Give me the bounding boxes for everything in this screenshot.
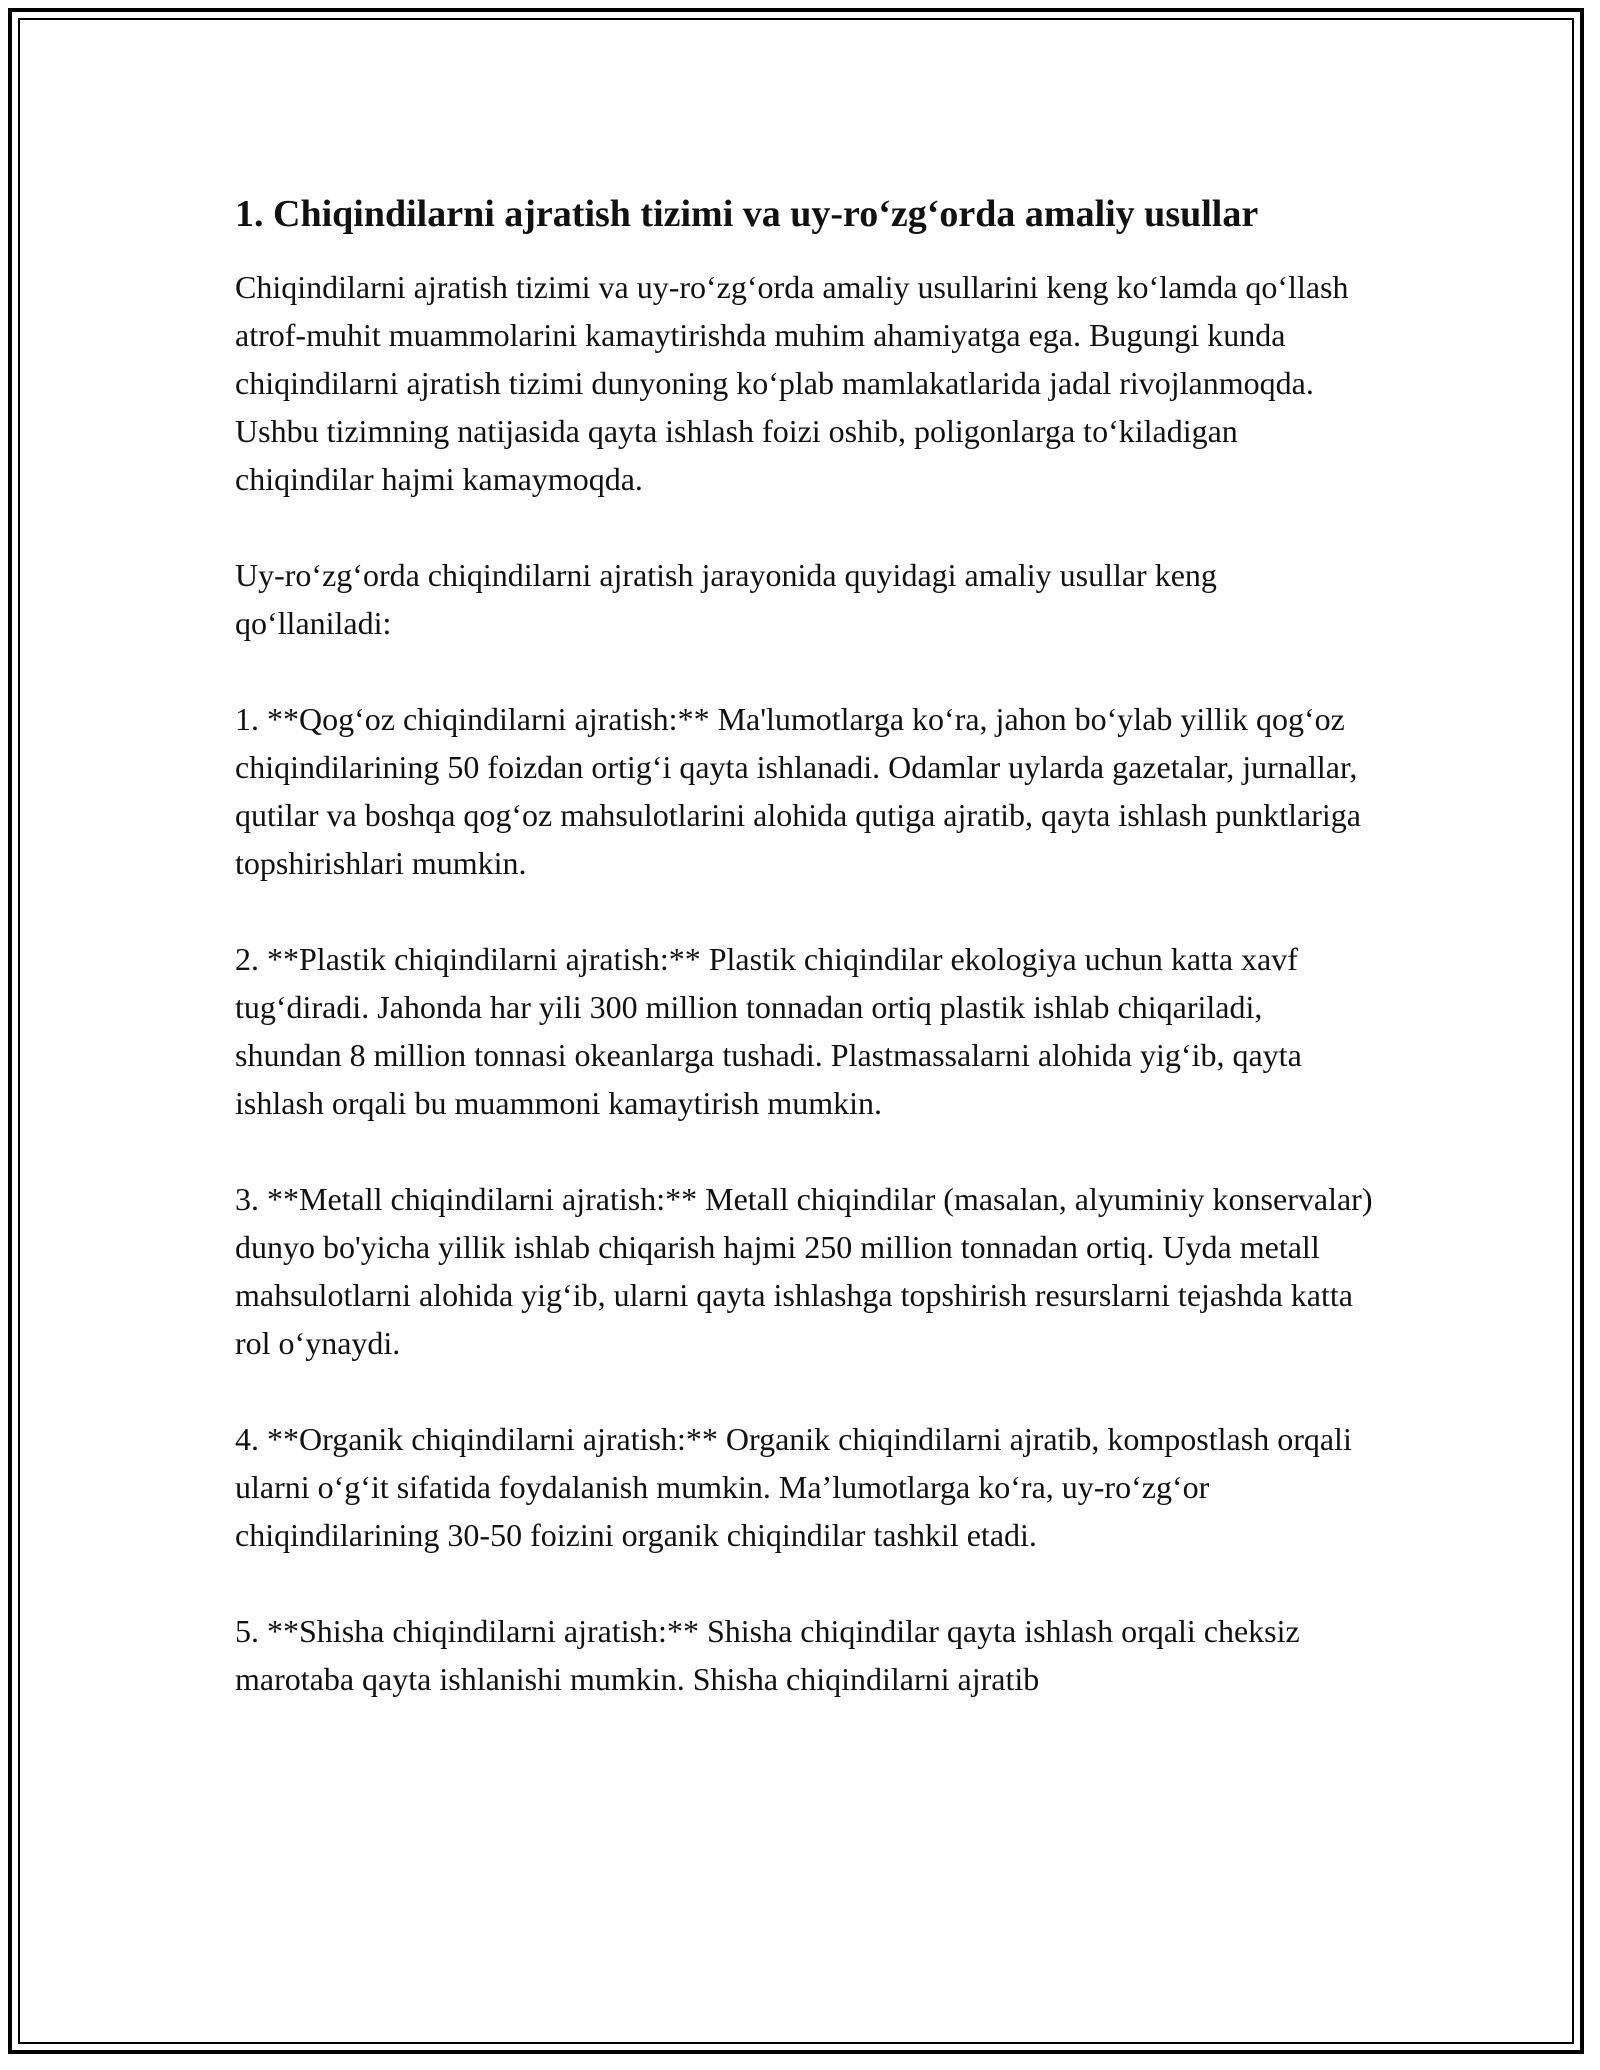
- list-item-glass: 5. **Shisha chiqindilarni ajratish:** Shisha chiqindilar qayta ishlash orqali cheksiz marotaba qayta ishlanishi mumkin. Shisha chiqindilarni ajratib: [235, 1613, 1300, 1697]
- list-item-plastic: 2. **Plastik chiqindilarni ajratish:** Plastik chiqindilar ekologiya uchun katta xavf tug‘diradi. Jahonda har yili 300 million tonnadan ortiq plastik ishlab chiqariladi, shundan 8 million tonnasi okeanlarga tushadi. Plastmassalarni alohida yig‘ib, qayta ishlash orqali bu muammoni kamaytirish mumkin.: [235, 941, 1302, 1121]
- intro-paragraph: Chiqindilarni ajratish tizimi va uy-ro‘zg‘orda amaliy usullarini keng ko‘lamda qo‘llash atrof-muhit muammolarini kamaytirishda muhim ahamiyatga ega. Bugungi kunda chiqindilarni ajratish tizimi dunyoning ko‘plab mamlakatlarida jadal rivojlanmoqda. Ushbu tizimning natijasida qayta ishlash foizi oshib, poligonlarga to‘kiladigan chiqindilar hajmi kamaymoqda.: [235, 269, 1349, 497]
- lead-in-paragraph: Uy-ro‘zg‘orda chiqindilarni ajratish jarayonida quyidagi amaliy usullar keng qo‘llaniladi:: [235, 557, 1217, 641]
- section-heading: 1. Chiqindilarni ajratish tizimi va uy-ro‘zg‘orda amaliy usullar: [235, 193, 1259, 235]
- document-body: [235, 185, 1375, 1751]
- list-item-paper: 1. **Qog‘oz chiqindilarni ajratish:** Ma'lumotlarga ko‘ra, jahon bo‘ylab yillik qog‘oz chiqindilarining 50 foizdan ortig‘i qayta ishlanadi. Odamlar uylarda gazetalar, jurnallar, qutilar va boshqa qog‘oz mahsulotlarini alohida qutiga ajratib, qayta ishlash punktlariga topshirishlari mumkin.: [235, 701, 1361, 881]
- list-item-metal: 3. **Metall chiqindilarni ajratish:** Metall chiqindilar (masalan, alyuminiy konservalar) dunyo bo'yicha yillik ishlab chiqarish hajmi 250 million tonnadan ortiq. Uyda metall mahsulotlarni alohida yig‘ib, ularni qayta ishlashga topshirish resurslarni tejashda katta rol o‘ynaydi.: [235, 1181, 1373, 1361]
- list-item-organic: 4. **Organik chiqindilarni ajratish:** Organik chiqindilarni ajratib, kompostlash orqali ularni o‘g‘it sifatida foydalanish mumkin. Ma’lumotlarga ko‘ra, uy-ro‘zg‘or chiqindilarining 30-50 foizini organik chiqindilar tashkil etadi.: [235, 1421, 1352, 1553]
